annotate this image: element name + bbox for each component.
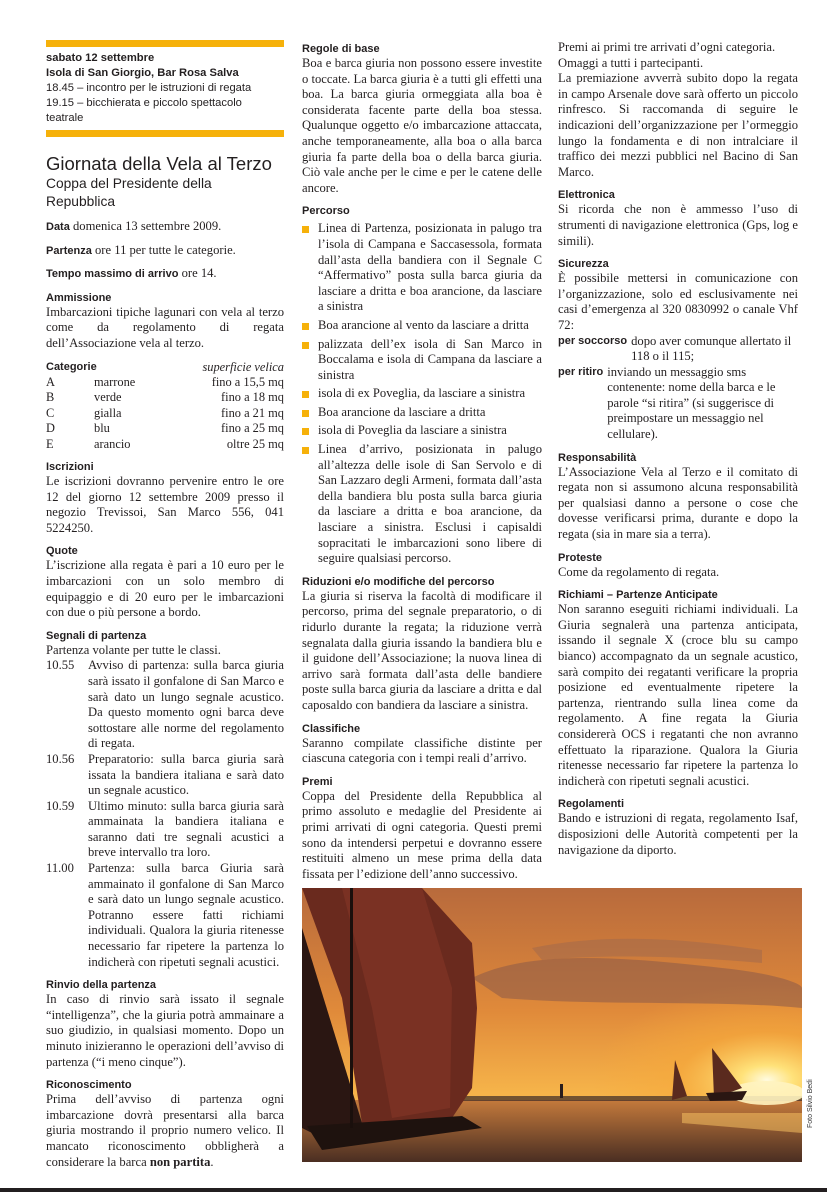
table-row: C gialla fino a 21 mq	[46, 405, 284, 420]
square-bullet-icon	[302, 428, 309, 435]
schedule-item: 18.45 – incontro per le istruzioni di regata	[46, 82, 252, 94]
section-text: Prima dell’avviso di partenza ogni imbarcazione dovrà presentarsi alla barca giuria mostrando il proprio numero velico. Il mancato riconoscimento obbligherà a considerare la barca non partita.	[46, 1092, 284, 1169]
table-row: B verde fino a 18 mq	[46, 390, 284, 405]
square-bullet-icon	[302, 391, 309, 398]
security-item: per soccorso dopo aver comunque allertato il 118 o il 115;	[558, 333, 792, 364]
square-bullet-icon	[302, 447, 309, 454]
list-item: isola di Poveglia da lasciare a sinistra	[302, 423, 542, 439]
accent-bar-bottom	[46, 130, 284, 137]
signal-item: 10.59 Ultimo minuto: sulla barca giuria sarà ammainata la bandiera italiana e saranno dati tre segnali acustici a breve intervallo tra loro.	[46, 798, 284, 860]
section-heading: Riconoscimento	[46, 1079, 132, 1092]
section-heading: Ammissione	[46, 291, 112, 304]
info-tempo: Tempo massimo di arrivo ore 14.	[46, 266, 217, 281]
sunset-sailboat-photo	[302, 888, 802, 1162]
schedule-place: Isola di San Giorgio, Bar Rosa Salva	[46, 67, 239, 79]
info-partenza: Partenza ore 11 per tutte le categorie.	[46, 242, 236, 257]
section-heading: Elettronica	[558, 189, 615, 202]
section-text: È possibile mettersi in comunicazione con l’organizzazione, solo ed esclusivamente nei casi d’emergenza al 320 0830992 o canale Vhf 72:	[558, 271, 798, 332]
section-text: La premiazione avverrà subito dopo la regata in campo Arsenale dove sarà offerto un piccolo rinfresco. Si raccomanda di seguire le indicazioni dell’organizzazione per l’ormeggio lungo la fondamenta e di non intralciare il traffico dei mezzi pubblici nel Bacino di San Marco.	[558, 71, 798, 179]
square-bullet-icon	[302, 323, 309, 330]
section-text: L’iscrizione alla regata è pari a 10 euro per le imbarcazioni con un solo membro di equipaggio e di 20 euro per le imbarcazioni con due o più persone a bordo.	[46, 558, 284, 620]
section-heading: Regole di base	[302, 43, 380, 55]
section-text: Come da regolamento di regata.	[558, 564, 720, 579]
section-text: Bando e istruzioni di regata, regolamento Isaf, disposizioni delle Autorità competenti per la navigazione da diporto.	[558, 811, 798, 857]
signal-item: 10.56 Preparatorio: sulla barca giuria sarà issata la bandiera italiana e sarà dato un segnale acustico.	[46, 751, 284, 798]
section-text: In caso di rinvio sarà issato il segnale “intelligenza”, che la giuria potrà ammainare a suo giudizio, in qualsiasi momento. Dopo un minuto inizieranno le operazioni dell’avviso di partenza (“i meno cinque”).	[46, 992, 284, 1069]
section-heading: Regolamenti	[558, 798, 625, 811]
section-heading: Premi	[302, 775, 333, 788]
photo-credit: Foto Silvio Bedi	[807, 1079, 814, 1128]
security-item: per ritiro inviando un messaggio sms contenente: nome della barca e le parole “si ritira” (si suggerisce di preimpostare un messaggio nel cellulare).	[558, 364, 776, 442]
categories-heading: Categorie	[46, 360, 97, 373]
categories-table	[46, 360, 284, 452]
section-heading: Richiami – Partenze Anticipate	[558, 589, 718, 602]
page-subtitle: Coppa del Presidente della Repubblica	[46, 176, 212, 209]
section-heading: Iscrizioni	[46, 461, 94, 473]
schedule-item: teatrale	[46, 112, 84, 124]
list-item: Boa arancione al vento da lasciare a dritta	[302, 318, 542, 334]
section-text: L’Associazione Vela al Terzo e il comitato di regata non si assumono alcuna responsabilità per qualsiasi danno a persone o cose che dovesse verificarsi prima, durante e dopo la regata (sia in mare sia a terra).	[558, 464, 798, 542]
page-title: Giornata della Vela al Terzo	[46, 153, 272, 174]
signal-item: 10.55 Avviso di partenza: sulla barca giuria sarà issato il gonfalone di San Marco e sarà dato un lungo segnale acustico. Da questo momento ogni barca deve sottostare alle norme del regolamento di regata.	[46, 658, 284, 751]
list-item: isola di ex Poveglia, da lasciare a sinistra	[302, 386, 542, 402]
square-bullet-icon	[302, 342, 309, 349]
table-row: A marrone fino a 15,5 mq	[46, 374, 284, 389]
section-heading: Percorso	[302, 205, 350, 218]
info-data: Data domenica 13 settembre 2009.	[46, 219, 222, 233]
list-item: Linea d’arrivo, posizionata in palugo all’altezza delle isole di San Servolo e di San Lazzaro degli Armeni, formata dall’asta della bandiera blu posta sulla barca giuria da lasciare a dritta e boa arancione, da lasciare a sinistra. Esclusi i capisaldi sopracitati le imbarcazioni sono libere di seguire qualsiasi percorso.	[302, 442, 542, 567]
section-text: Imbarcazioni tipiche lagunari con vela al terzo come da regolamento di regata dell’Associazione vela al terzo.	[46, 304, 284, 350]
section-text: Si ricorda che non è ammesso l’uso di strumenti di navigazione elettronica (Gps, log e simili).	[558, 202, 798, 248]
section-heading: Riduzioni e/o modifiche del percorso	[302, 575, 495, 588]
section-text: Premi ai primi tre arrivati d’ogni categoria.	[558, 40, 776, 54]
course-list	[302, 221, 542, 566]
section-text: Omaggi a tutti i partecipanti.	[558, 55, 704, 70]
accent-bar-top	[46, 40, 284, 47]
section-text: Non saranno eseguiti richiami individuali. La Giuria segnalerà una partenza anticipata, issando il segnale X (croce blu su campo bianco) accompagnato da un segnale acustico, sarà compito dei regatanti verificare la propria posizione ed eventualmente ripetere la partenza, rientrando sulla linea come da regolamento. A fine regata la Giuria considererà OCS i regatanti che non avranno effettuato la riparazione. Qualora la Giuria ritenesse necessario far ripetere la partenza lo indicherà con ripetuti segnali acustici.	[558, 602, 798, 788]
footer-rule	[0, 1188, 827, 1192]
section-text: Boa e barca giuria non possono essere investite o toccate. La barca giuria è a tutti gli effetti una boa. La barca giuria ormeggiata alla boa è considerata facente parte della boa stessa. Qualunque oggetto e/o imbarcazione attaccata, anche temporaneamente, alla boa o alla barca giuria fa parte della boa o della barca giuria. Ciò vale anche per le cime e per le catene delle ancore.	[302, 56, 542, 195]
section-text: Le iscrizioni dovranno pervenire entro le ore 12 del giorno 12 settembre 2009 presso il negozio Trevissoi, San Marco 556, 041 5224250.	[46, 474, 284, 535]
signal-item: 11.00 Partenza: sulla barca Giuria sarà ammainato il gonfalone di San Marco e sarà dato un lungo segnale acustico. Potranno essere fatti richiami individuali. Qualora la giuria ritenesse necessario far ripetere la partenza lo indicherà con ripetuti segnali acustici.	[46, 861, 284, 969]
section-heading: Rinvio della partenza	[46, 979, 157, 992]
column-middle	[302, 40, 542, 882]
square-bullet-icon	[302, 226, 309, 233]
column-left	[46, 40, 284, 1170]
section-heading: Responsabilità	[558, 451, 637, 464]
list-item: palizzata dell’ex isola di San Marco in Boccalama e isola di Campana da lasciare a sinistra	[302, 337, 542, 384]
section-text: Partenza volante per tutte le classi.	[46, 642, 221, 657]
schedule-date: sabato 12 settembre	[46, 52, 155, 64]
section-heading: Classifiche	[302, 722, 361, 735]
table-row: D blu fino a 25 mq	[46, 421, 284, 436]
column-right	[558, 40, 798, 858]
list-item: Linea di Partenza, posizionata in palugo tra l’isola di Campana e Saccasessola, formata dall’asta della bandiera con il Segnale C “Affermativo” posta sulla barca giuria da lasciare a dritta e boa arancione, da lasciare a sinistra	[302, 221, 542, 315]
schedule-item: 19.15 – bicchierata e piccolo spettacolo	[46, 97, 242, 109]
section-text: Coppa del Presidente della Repubblica al primo assoluto e medaglie del Presidente ai primi arrivati di ogni categoria. Questi premi sono da intendersi perpetui e dovranno essere restituiti almeno un mese prima della data fissata per l’edizione dell’anno successivo.	[302, 788, 542, 881]
section-heading: Quote	[46, 545, 78, 558]
table-row: E arancio oltre 25 mq	[46, 436, 284, 451]
section-heading: Sicurezza	[558, 258, 609, 271]
square-bullet-icon	[302, 410, 309, 417]
section-heading: Segnali di partenza	[46, 629, 147, 642]
section-heading: Proteste	[558, 551, 603, 564]
surface-heading: superficie velica	[202, 359, 284, 374]
section-text: La giuria si riserva la facoltà di modificare il percorso, prima del segnale preparatorio, o di ridurlo durante la regata; la riduzione verrà segnalata dalla giuria issando la bandiera blu e il guidone dell’Associazione; la nuova linea di arrivo sarà formata dall’asta delle bandiere poste sulla barca giuria da lasciare a dritta e dal caposaldo con bandiera da lasciare a sinistra.	[302, 588, 542, 712]
list-item: Boa arancione da lasciare a dritta	[302, 405, 542, 421]
schedule-box	[46, 47, 284, 130]
photo-illustration	[302, 888, 802, 1162]
section-text: Saranno compilate classifiche distinte per ciascuna categoria con i tempi reali d’arrivo.	[302, 735, 542, 766]
